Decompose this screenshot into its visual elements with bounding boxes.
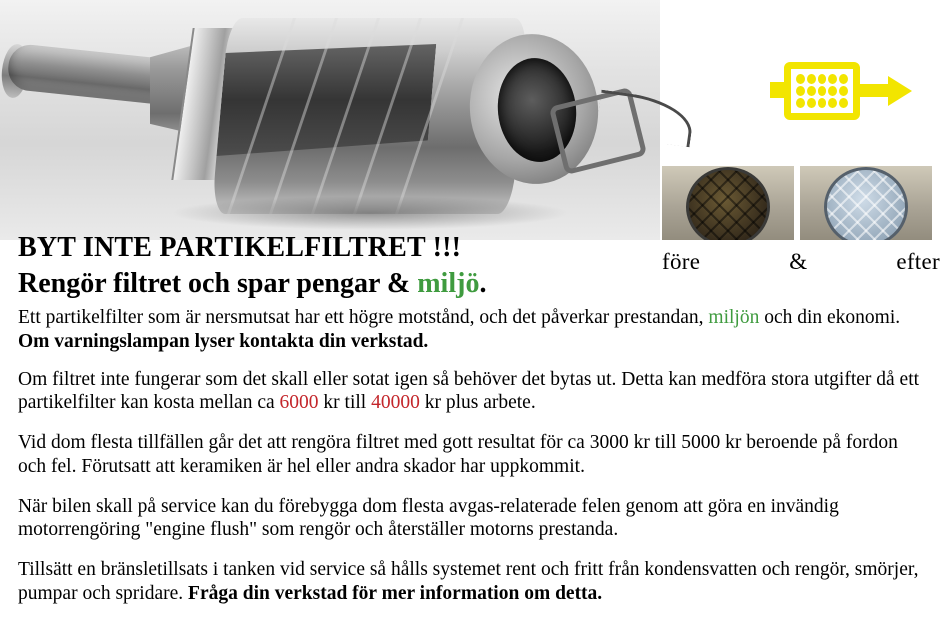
logo-filter-cells-icon — [796, 74, 848, 108]
p5-bold-call-to-action: Fråga din verkstad för mer information om detta. — [188, 583, 603, 605]
article-text — [18, 232, 928, 622]
p1-text-b: och din ekonomi. — [759, 307, 901, 328]
before-photo — [662, 166, 794, 240]
paragraph-1 — [18, 306, 928, 354]
subtitle-part-3: . — [479, 268, 487, 299]
dpf-drop-shadow — [170, 196, 570, 230]
p1-text-a: Ett partikelfilter som är nersmutsat har ett högre motstånd, och det påverkar prestandan, — [18, 307, 709, 328]
logo-arrow-icon — [888, 76, 912, 106]
p2-text-b: kr till — [318, 392, 372, 414]
caption-separator: & — [789, 249, 808, 274]
p2-text-c: kr plus arbete. — [419, 392, 536, 414]
dirty-filter-disc — [686, 167, 770, 240]
p2-price-high: 40000 — [371, 392, 420, 414]
dpf-filter-logo-icon — [770, 58, 918, 126]
before-label: före — [662, 249, 701, 274]
after-photo — [800, 166, 932, 240]
p5-text-a: Tillsätt en bränsletillsats i tanken vid service så hålls systemet rent och fritt från kondensvatten och rengör, smörjer, pumpar och spridare. — [18, 559, 919, 605]
paragraph-3: Vid dom flesta tillfällen går det att rengöra filtret med gott resultat för ca 3000 kr till 5000 kr beroende på fordon och fel. Förutsatt att keramiken är hel eller andra skador har uppkommit. — [18, 432, 898, 477]
clean-filter-disc — [824, 167, 908, 240]
p1-green-word: miljön — [708, 307, 760, 328]
page-title: BYT INTE PARTIKELFILTRET !!! — [18, 232, 462, 263]
page-subtitle — [18, 268, 928, 300]
p1-bold-warning: Om varningslampan lyser kontakta din verkstad. — [18, 330, 429, 352]
hero-image-area — [0, 0, 940, 240]
p2-text-a: Om filtret inte fungerar som det skall eller sotat igen så behöver det bytas ut. Detta kan medföra stora utgifter då ett partikelfilter kan kosta mellan ca — [18, 368, 920, 414]
paragraph-4: När bilen skall på service kan du förebygga dom flesta avgas-relaterade felen genom att göra en invändig motorrengöring "engine flush" som rengör och återställer motorns prestanda. — [18, 495, 839, 541]
after-label: efter — [896, 249, 940, 274]
paragraph-2 — [18, 368, 928, 416]
before-after-photos — [662, 166, 934, 240]
subtitle-part-1: Rengör filtret och spar pengar & — [18, 268, 418, 299]
p2-price-low: 6000 — [279, 392, 319, 414]
subtitle-highlight: miljö — [417, 268, 480, 299]
